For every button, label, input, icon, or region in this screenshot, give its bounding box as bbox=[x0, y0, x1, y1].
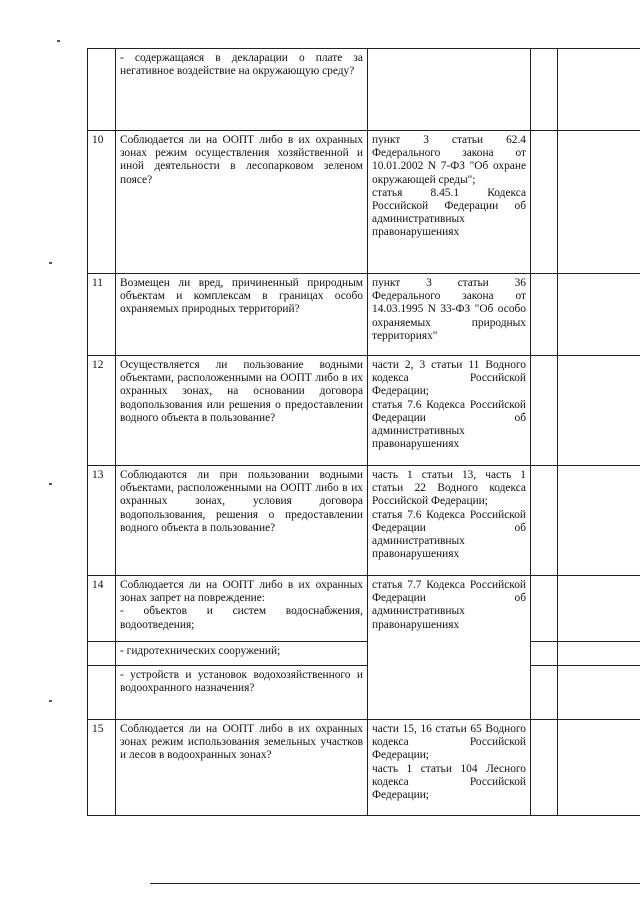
answer-cell bbox=[531, 49, 558, 131]
legal-reference: часть 1 статьи 13, часть 1 статьи 22 Водного кодекса Российской Федерации; bbox=[372, 469, 526, 508]
notes-cell bbox=[558, 49, 640, 131]
question-cell: - содержащаяся в декларации о плате за негативное воздействие на окружающую среду? bbox=[116, 49, 368, 131]
legal-basis-cell bbox=[368, 49, 531, 131]
row-number: 10 bbox=[88, 131, 116, 274]
question-cell: Соблюдается ли на ООПТ либо в их охранных зонах режим осуществления хозяйственной и иной деятельности в лесопарковом зеленом поясе? bbox=[116, 131, 368, 274]
answer-cell bbox=[531, 642, 558, 666]
answer-cell bbox=[531, 356, 558, 466]
table-row bbox=[88, 466, 640, 576]
scan-mark bbox=[57, 40, 60, 42]
question-cell: Возмещен ли вред, причиненный природным объектам и комплексам в границах особо охраняемых природных территорий? bbox=[116, 274, 368, 356]
table-row bbox=[88, 131, 640, 274]
row-number bbox=[88, 666, 116, 720]
notes-cell bbox=[558, 466, 640, 576]
question-cell: Осуществляется ли пользование водными объектами, расположенными на ООПТ либо в их охранных зонах, на основании договора водопользования или решения о предоставлении водного объекта в пользование? bbox=[116, 356, 368, 466]
row-number: 15 bbox=[88, 720, 116, 816]
notes-cell bbox=[558, 642, 640, 666]
legal-reference: части 2, 3 статьи 11 Водного кодекса Российской Федерации; bbox=[372, 359, 526, 398]
table-row bbox=[88, 576, 640, 642]
notes-cell bbox=[558, 131, 640, 274]
legal-basis-cell bbox=[368, 466, 531, 576]
table-row bbox=[88, 356, 640, 466]
notes-cell bbox=[558, 356, 640, 466]
question-cell: Соблюдаются ли при пользовании водными объектами, расположенными на ООПТ либо в их охранных зонах, условия договора водопользования, решения о предоставлении водного объекта в пользование? bbox=[116, 466, 368, 576]
legal-reference: статья 7.6 Кодекса Российской Федерации об административных правонарушениях bbox=[372, 508, 526, 561]
question-cell: - устройств и установок водохозяйственного и водоохранного назначения? bbox=[116, 666, 368, 720]
legal-reference: пункт 3 статьи 62.4 Федерального закона от 10.01.2002 N 7-ФЗ "Об охране окружающей среды"; bbox=[372, 134, 526, 186]
question-cell: - гидротехнических сооружений; bbox=[116, 642, 368, 666]
notes-cell bbox=[558, 720, 640, 816]
row-number bbox=[88, 642, 116, 666]
row-number: 13 bbox=[88, 466, 116, 576]
question-cell: Соблюдается ли на ООПТ либо в их охранных зонах режим использования земельных участков и лесов в водоохранных зонах? bbox=[116, 720, 368, 816]
legal-reference: статья 8.45.1 Кодекса Российской Федерации об административных правонарушениях bbox=[372, 186, 526, 239]
table-row bbox=[88, 642, 640, 666]
notes-cell bbox=[558, 576, 640, 642]
answer-cell bbox=[531, 274, 558, 356]
checklist-table bbox=[87, 48, 640, 816]
row-number: 11 bbox=[88, 274, 116, 356]
legal-reference: статья 7.6 Кодекса Российской Федерации об административных правонарушениях bbox=[372, 398, 526, 451]
legal-reference: статья 7.7 Кодекса Российской Федерации об административных правонарушениях bbox=[372, 579, 526, 631]
table-row bbox=[88, 720, 640, 816]
table-row bbox=[88, 49, 640, 131]
scan-mark bbox=[49, 262, 52, 264]
answer-cell bbox=[531, 466, 558, 576]
scan-mark bbox=[49, 700, 52, 702]
legal-basis-cell bbox=[368, 576, 531, 720]
legal-basis-cell bbox=[368, 274, 531, 356]
legal-reference: пункт 3 статьи 36 Федерального закона от 14.03.1995 N 33-ФЗ "Об особо охраняемых природных территориях" bbox=[372, 277, 526, 342]
answer-cell bbox=[531, 720, 558, 816]
row-number bbox=[88, 49, 116, 131]
legal-reference: часть 1 статьи 104 Лесного кодекса Российской Федерации; bbox=[372, 762, 526, 802]
scan-mark bbox=[49, 483, 52, 485]
footer-rule bbox=[150, 883, 640, 884]
legal-reference: части 15, 16 статьи 65 Водного кодекса Российской Федерации; bbox=[372, 723, 526, 762]
notes-cell bbox=[558, 666, 640, 720]
row-number: 12 bbox=[88, 356, 116, 466]
row-number: 14 bbox=[88, 576, 116, 642]
table-row bbox=[88, 274, 640, 356]
legal-basis-cell bbox=[368, 356, 531, 466]
answer-cell bbox=[531, 131, 558, 274]
question-cell: Соблюдается ли на ООПТ либо в их охранных зонах запрет на повреждение: - объектов и систем водоснабжения, водоотведения; bbox=[116, 576, 368, 642]
legal-basis-cell bbox=[368, 720, 531, 816]
table-row bbox=[88, 666, 640, 720]
notes-cell bbox=[558, 274, 640, 356]
legal-basis-cell bbox=[368, 131, 531, 274]
answer-cell bbox=[531, 666, 558, 720]
answer-cell bbox=[531, 576, 558, 642]
